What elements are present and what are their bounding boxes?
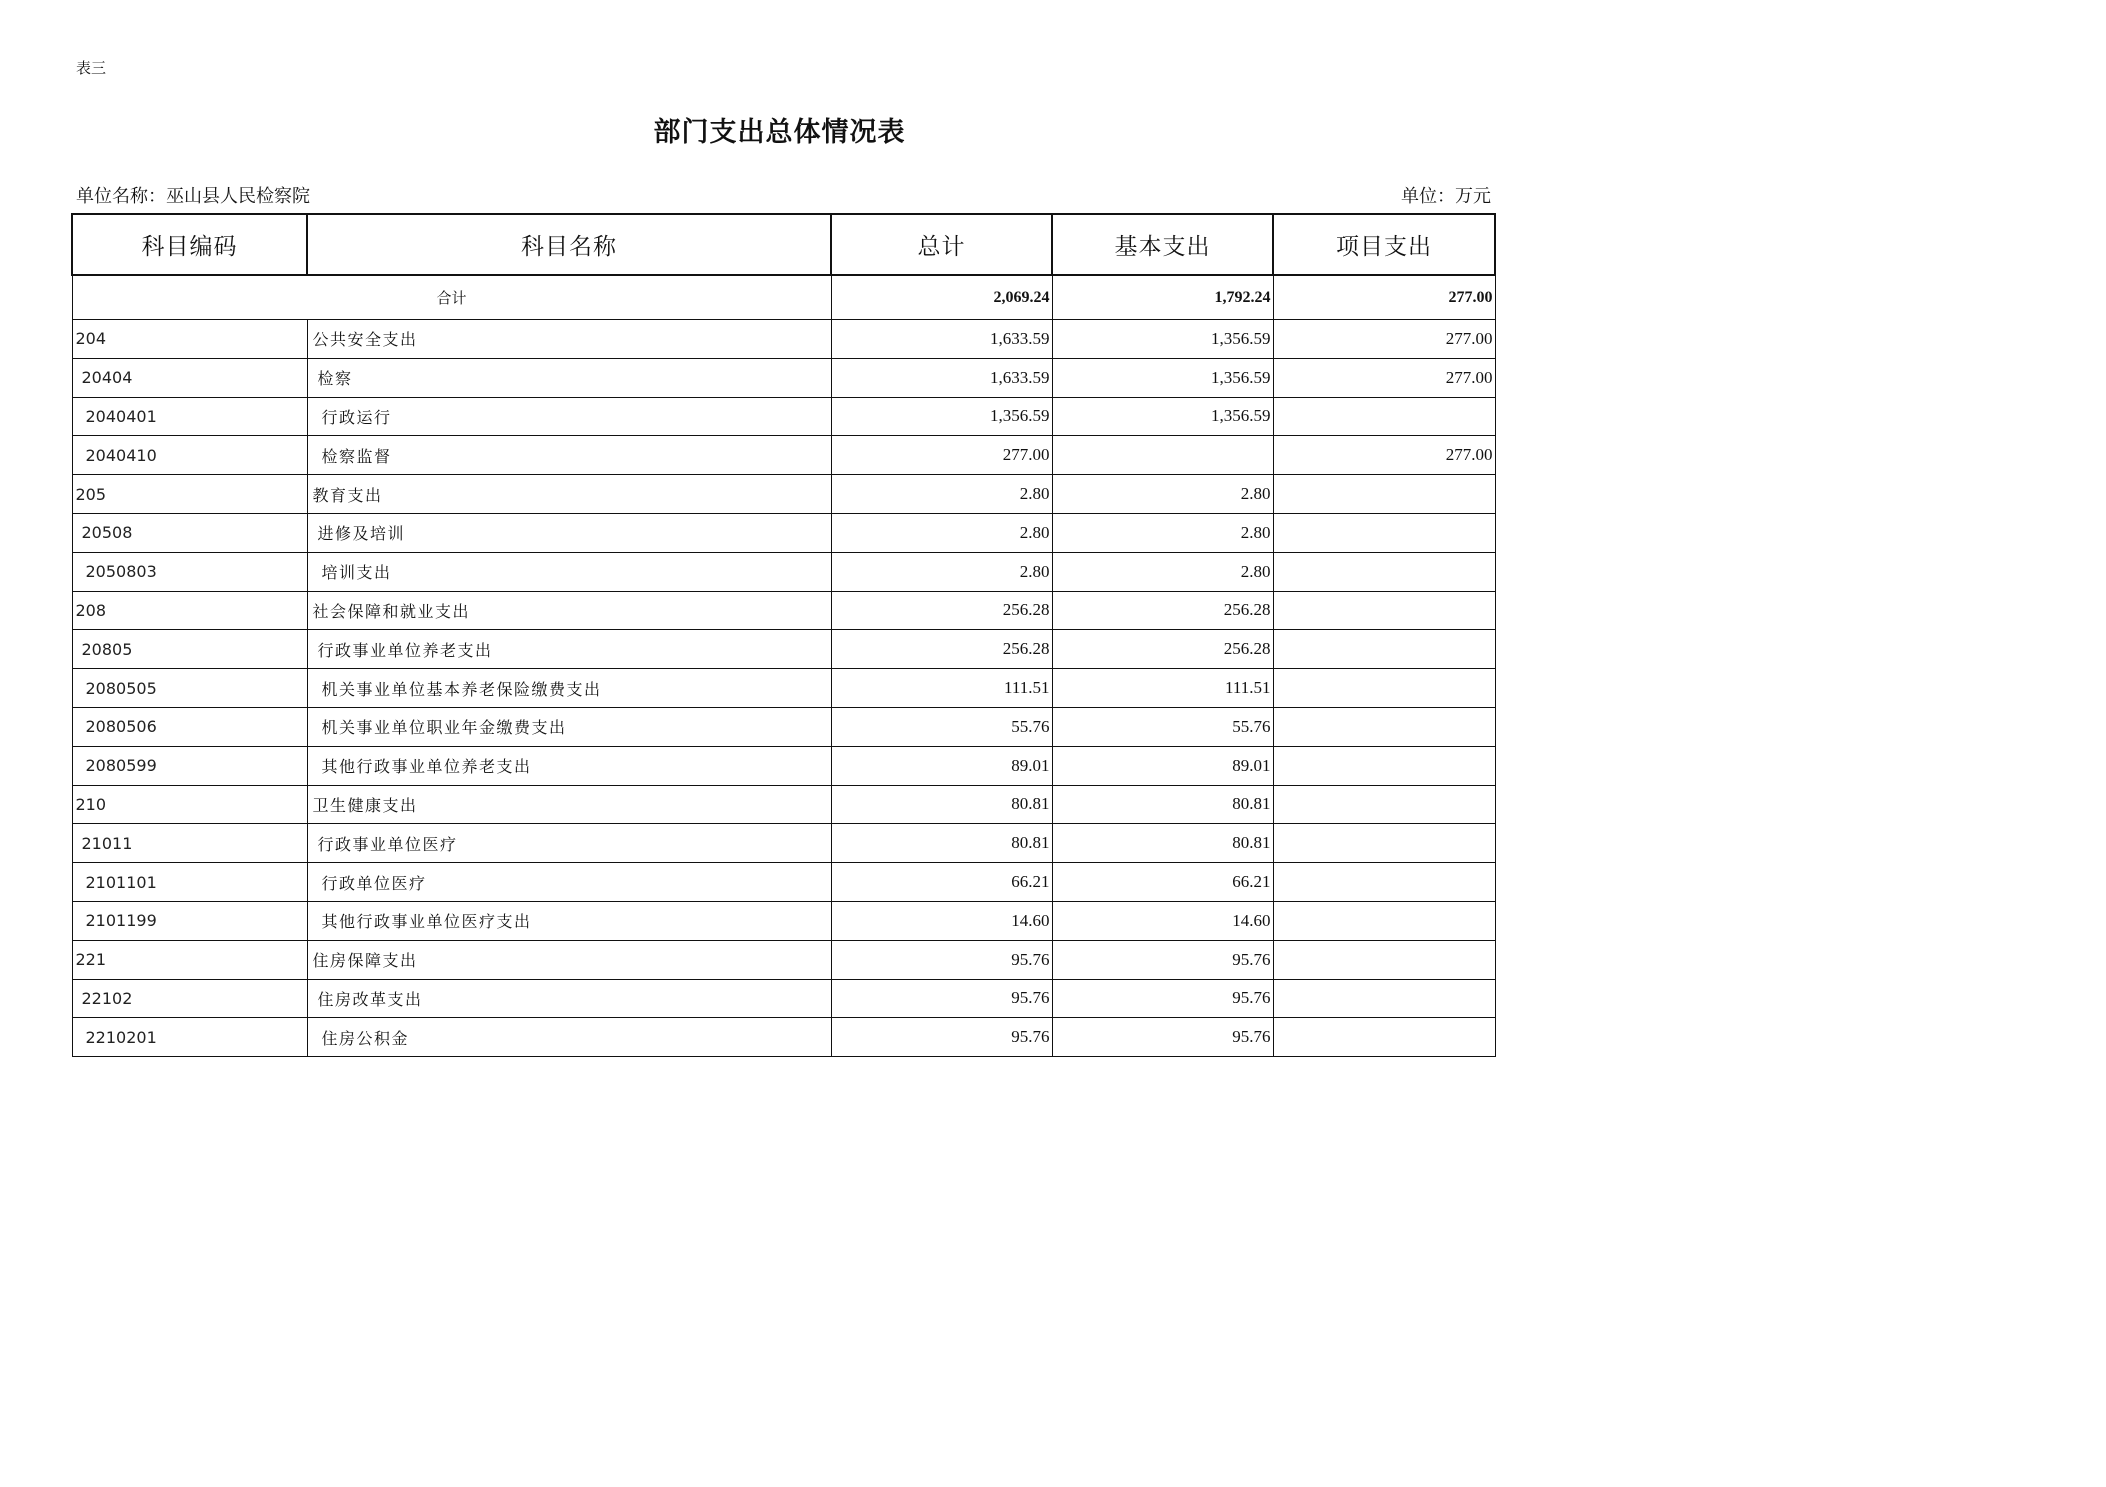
table-row: [72, 824, 1495, 863]
row-name: 公共安全支出: [307, 320, 831, 359]
row-project: [1273, 475, 1495, 514]
row-basic: 1,356.59: [1052, 397, 1273, 436]
total-row: [72, 275, 1495, 320]
row-code: 2101199: [72, 901, 307, 940]
row-basic: [1052, 436, 1273, 475]
row-total: 95.76: [831, 940, 1052, 979]
row-basic: 55.76: [1052, 707, 1273, 746]
header-project: 项目支出: [1273, 214, 1495, 275]
row-name: 行政事业单位医疗: [307, 824, 831, 863]
table-row: [72, 630, 1495, 669]
total-basic: 1,792.24: [1052, 275, 1273, 320]
row-name: 行政事业单位养老支出: [307, 630, 831, 669]
table-row: [72, 397, 1495, 436]
table-row: [72, 320, 1495, 359]
row-total: 55.76: [831, 707, 1052, 746]
row-name: 住房保障支出: [307, 940, 831, 979]
row-project: [1273, 630, 1495, 669]
table-row: [72, 358, 1495, 397]
row-code: 204: [72, 320, 307, 359]
row-total: 111.51: [831, 669, 1052, 708]
row-total: 1,633.59: [831, 320, 1052, 359]
row-project: [1273, 1018, 1495, 1057]
table-row: [72, 552, 1495, 591]
row-name: 社会保障和就业支出: [307, 591, 831, 630]
page-title: 部门支出总体情况表: [653, 117, 906, 148]
row-project: [1273, 397, 1495, 436]
row-basic: 2.80: [1052, 475, 1273, 514]
row-basic: 14.60: [1052, 901, 1273, 940]
row-name: 行政单位医疗: [307, 863, 831, 902]
row-project: [1273, 591, 1495, 630]
row-basic: 1,356.59: [1052, 320, 1273, 359]
row-basic: 95.76: [1052, 1018, 1273, 1057]
row-name: 行政运行: [307, 397, 831, 436]
row-code: 2210201: [72, 1018, 307, 1057]
row-code: 2101101: [72, 863, 307, 902]
row-name: 机关事业单位基本养老保险缴费支出: [307, 669, 831, 708]
row-basic: 95.76: [1052, 979, 1273, 1018]
table-row: [72, 940, 1495, 979]
row-code: 20805: [72, 630, 307, 669]
row-basic: 256.28: [1052, 591, 1273, 630]
row-total: 14.60: [831, 901, 1052, 940]
table-row: [72, 707, 1495, 746]
total-sum: 2,069.24: [831, 275, 1052, 320]
header-total: 总计: [831, 214, 1052, 275]
row-project: [1273, 746, 1495, 785]
row-total: 66.21: [831, 863, 1052, 902]
table-row: [72, 513, 1495, 552]
form-number: 表三: [76, 59, 107, 77]
row-total: 2.80: [831, 513, 1052, 552]
row-name: 培训支出: [307, 552, 831, 591]
row-project: [1273, 824, 1495, 863]
row-project: [1273, 552, 1495, 591]
table-row: [72, 436, 1495, 475]
row-code: 210: [72, 785, 307, 824]
header-code: 科目编码: [72, 214, 307, 275]
row-code: 2080505: [72, 669, 307, 708]
row-basic: 111.51: [1052, 669, 1273, 708]
table-row: [72, 475, 1495, 514]
table-row: [72, 901, 1495, 940]
row-code: 205: [72, 475, 307, 514]
row-project: [1273, 863, 1495, 902]
row-basic: 2.80: [1052, 552, 1273, 591]
row-total: 2.80: [831, 552, 1052, 591]
row-total: 1,633.59: [831, 358, 1052, 397]
row-total: 256.28: [831, 630, 1052, 669]
currency-unit-label: 单位：万元: [1401, 186, 1491, 207]
row-project: [1273, 669, 1495, 708]
row-code: 221: [72, 940, 307, 979]
total-label: 合计: [72, 275, 831, 320]
row-basic: 95.76: [1052, 940, 1273, 979]
row-total: 2.80: [831, 475, 1052, 514]
row-code: 21011: [72, 824, 307, 863]
row-code: 20508: [72, 513, 307, 552]
row-code: 22102: [72, 979, 307, 1018]
row-project: [1273, 979, 1495, 1018]
table-row: [72, 979, 1495, 1018]
row-basic: 80.81: [1052, 785, 1273, 824]
row-project: [1273, 513, 1495, 552]
table-row: [72, 669, 1495, 708]
row-project: [1273, 785, 1495, 824]
row-code: 2080599: [72, 746, 307, 785]
row-total: 80.81: [831, 785, 1052, 824]
table-row: [72, 746, 1495, 785]
row-code: 2050803: [72, 552, 307, 591]
row-code: 20404: [72, 358, 307, 397]
row-code: 2080506: [72, 707, 307, 746]
row-total: 1,356.59: [831, 397, 1052, 436]
table-row: [72, 785, 1495, 824]
row-name: 其他行政事业单位医疗支出: [307, 901, 831, 940]
row-project: 277.00: [1273, 358, 1495, 397]
row-code: 208: [72, 591, 307, 630]
row-name: 进修及培训: [307, 513, 831, 552]
row-basic: 66.21: [1052, 863, 1273, 902]
row-basic: 89.01: [1052, 746, 1273, 785]
row-code: 2040401: [72, 397, 307, 436]
row-name: 住房公积金: [307, 1018, 831, 1057]
total-project: 277.00: [1273, 275, 1495, 320]
row-name: 住房改革支出: [307, 979, 831, 1018]
row-project: [1273, 940, 1495, 979]
header-basic: 基本支出: [1052, 214, 1273, 275]
table-header-row: [72, 214, 1495, 275]
row-basic: 1,356.59: [1052, 358, 1273, 397]
row-total: 89.01: [831, 746, 1052, 785]
row-total: 80.81: [831, 824, 1052, 863]
row-name: 教育支出: [307, 475, 831, 514]
row-project: [1273, 901, 1495, 940]
row-basic: 80.81: [1052, 824, 1273, 863]
table-row: [72, 1018, 1495, 1057]
row-name: 卫生健康支出: [307, 785, 831, 824]
row-basic: 256.28: [1052, 630, 1273, 669]
table-row: [72, 591, 1495, 630]
table-row: [72, 863, 1495, 902]
row-name: 机关事业单位职业年金缴费支出: [307, 707, 831, 746]
row-project: 277.00: [1273, 436, 1495, 475]
header-name: 科目名称: [307, 214, 831, 275]
row-code: 2040410: [72, 436, 307, 475]
row-project: [1273, 707, 1495, 746]
row-name: 其他行政事业单位养老支出: [307, 746, 831, 785]
row-name: 检察监督: [307, 436, 831, 475]
row-name: 检察: [307, 358, 831, 397]
row-total: 95.76: [831, 1018, 1052, 1057]
row-total: 95.76: [831, 979, 1052, 1018]
row-total: 256.28: [831, 591, 1052, 630]
row-basic: 2.80: [1052, 513, 1273, 552]
row-project: 277.00: [1273, 320, 1495, 359]
row-total: 277.00: [831, 436, 1052, 475]
unit-name-label: 单位名称：巫山县人民检察院: [76, 186, 310, 207]
expenditure-table: [71, 213, 1496, 1057]
